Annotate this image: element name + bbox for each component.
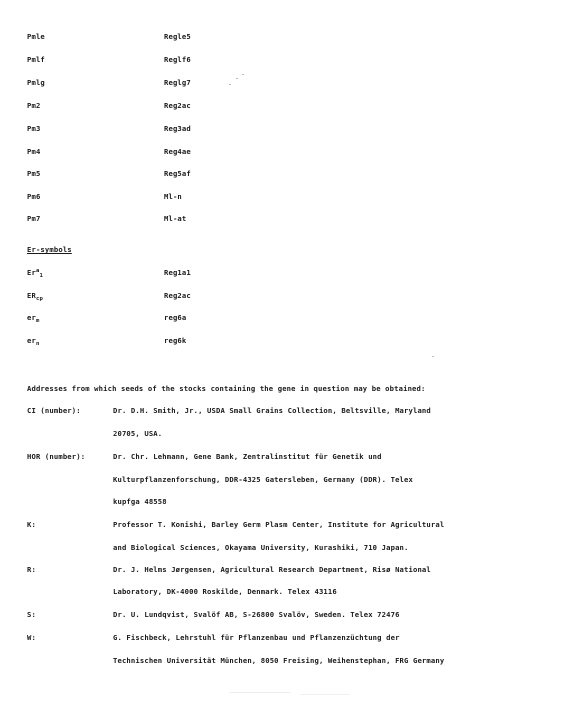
gene-symbol: Pm7 (27, 214, 41, 223)
address-line: kupfga 48558 (113, 497, 167, 506)
er-symbol: $ER_{cp}$ (27, 291, 44, 302)
scan-speck (236, 78, 238, 79)
address-line: Dr. Chr. Lehmann, Gene Bank, Zentralinstitut für Genetik und (113, 452, 382, 461)
reg-symbol: Reglg7 (164, 78, 191, 87)
address-line: Professor T. Konishi, Barley Germ Plasm Center, Institute for Agricultural (113, 520, 445, 529)
address-key: W: (27, 633, 36, 642)
reg-symbol: Reglе5 (164, 32, 191, 41)
addresses-intro: Addresses from which seeds of the stocks containing the gene in question may be obtained: (27, 384, 426, 393)
address-line: Kulturpflanzenforschung, DDR-4325 Gatersleben, Germany (DDR). Telex (113, 475, 413, 484)
gene-symbol: Pm5 (27, 169, 41, 178)
reg-symbol: Reg3ad (164, 124, 191, 133)
section-heading: Er-symbols (27, 245, 72, 254)
gene-symbol: Pm3 (27, 124, 41, 133)
address-key: HOR (number): (27, 452, 86, 461)
gene-symbol: Pm2 (27, 101, 41, 110)
address-line: Dr. U. Lundqvist, Svalöf AB, S-26800 Svalöv, Sweden. Telex 72476 (113, 610, 400, 619)
gene-symbol: Pmlg (27, 78, 45, 87)
address-line: Dr. D.H. Smith, Jr., USDA Small Grains Collection, Beltsville, Maryland (113, 406, 431, 415)
address-line: 20705, USA. (113, 429, 163, 438)
scan-speck (432, 356, 434, 357)
reg-symbol: reg6k (164, 336, 187, 345)
scan-speck (230, 692, 290, 693)
address-line: Laboratory, DK-4000 Roskilde, Denmark. Telex 43116 (113, 587, 337, 596)
address-line: Technischen Universität München, 8050 Freising, Weihenstephan, FRG Germany (113, 656, 445, 665)
er-symbol: $Er^a_1$ (27, 268, 44, 279)
reg-symbol: Ml-n (164, 192, 182, 201)
scan-speck (229, 84, 231, 85)
address-line: G. Fischbeck, Lehrstuhl für Pflanzenbau und Pflanzenzüchtung der (113, 633, 400, 642)
address-key: S: (27, 610, 36, 619)
reg-symbol: Reg5af (164, 169, 191, 178)
address-key: CI (number): (27, 406, 81, 415)
address-key: R: (27, 565, 36, 574)
er-symbol: $er_m$ (27, 313, 40, 324)
gene-symbol: Pm4 (27, 147, 41, 156)
reg-symbol: Reg1a1 (164, 268, 191, 277)
gene-symbol: Pmlf (27, 55, 45, 64)
reg-symbol: Ml-at (164, 214, 187, 223)
address-key: K: (27, 520, 36, 529)
gene-symbol: Pmle (27, 32, 45, 41)
reg-symbol: Reg4ae (164, 147, 191, 156)
reg-symbol: Reglf6 (164, 55, 191, 64)
gene-symbol: Pm6 (27, 192, 41, 201)
reg-symbol: Reg2ac (164, 291, 191, 300)
reg-symbol: Reg2ac (164, 101, 191, 110)
reg-symbol: reg6a (164, 313, 187, 322)
er-symbol: $er_n$ (27, 336, 40, 347)
scan-speck (300, 694, 350, 695)
address-line: Dr. J. Helms Jørgensen, Agricultural Research Department, Risø National (113, 565, 431, 574)
address-line: and Biological Sciences, Okayama University, Kurashiki, 710 Japan. (113, 543, 409, 552)
scan-speck (242, 74, 244, 75)
